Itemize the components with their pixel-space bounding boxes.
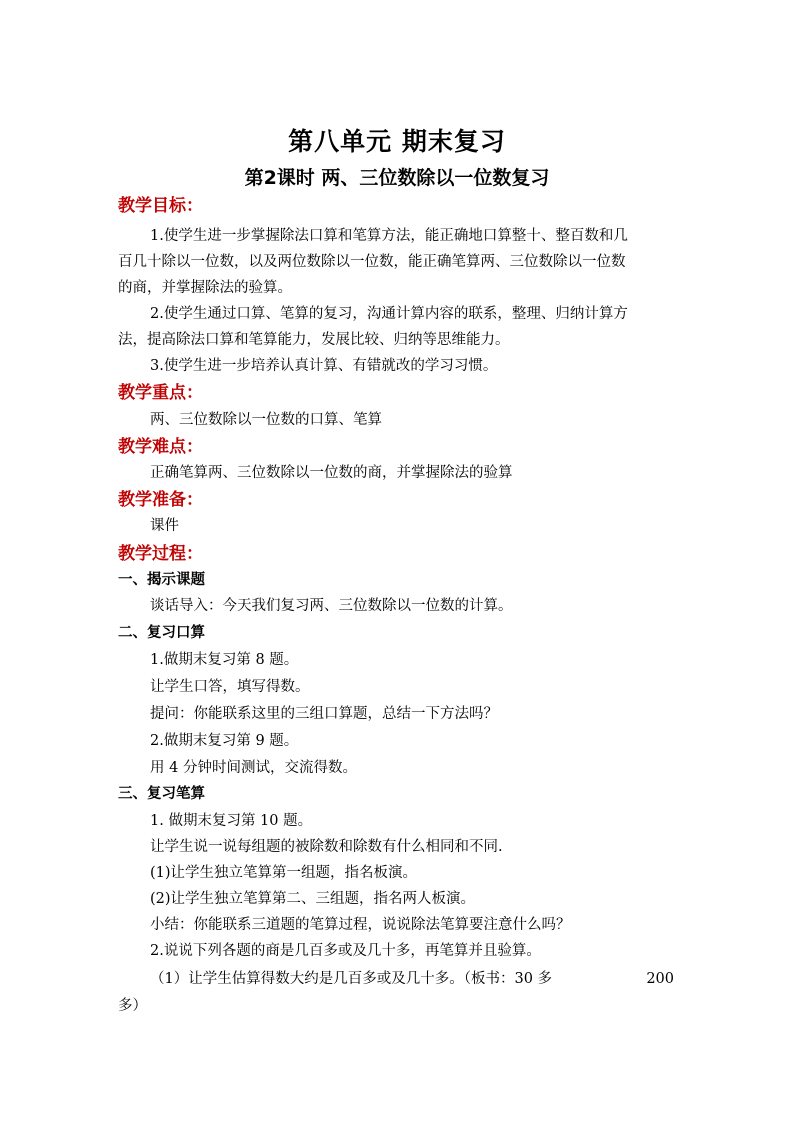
process-part2-line: 让学生口答，填写得数。 — [150, 679, 310, 695]
process-part2-line: 提问：你能联系这里的三组口算题，总结一下方法吗？ — [150, 706, 498, 722]
process-part3-line: 让学生说一说每组题的被除数和除数有什么相同和不同. — [150, 839, 503, 855]
process-part3-line: (2)让学生独立笔算第二、三组题，指名两人板演。 — [150, 891, 476, 907]
process-part3-heading: 三、复习笔算 — [118, 786, 205, 802]
process-part3-tail: 多） — [118, 998, 147, 1014]
objectives-line: 3.使学生进一步培养认真计算、有错就改的学习习惯。 — [150, 358, 498, 374]
preparation-heading: 教学准备： — [118, 490, 203, 510]
process-part3-line: 1. 做期末复习第 10 题。 — [150, 813, 313, 829]
process-part3-line: 小结：你能联系三道题的笔算过程，说说除法笔算要注意什么吗？ — [150, 917, 571, 933]
process-part2-line: 用 4 分钟时间测试，交流得数。 — [150, 760, 357, 776]
process-part1-line: 谈话导入：今天我们复习两、三位数除以一位数的计算。 — [150, 598, 513, 614]
difficulties-text: 正确笔算两、三位数除以一位数的商，并掌握除法的验算 — [150, 465, 513, 481]
process-part2-heading: 二、复习口算 — [118, 625, 205, 641]
objectives-line: 百几十除以一位数，以及两位数除以一位数，能正确笔算两、三位数除以一位数 — [118, 254, 626, 270]
difficulties-heading: 教学难点： — [118, 437, 203, 457]
process-part3-line: 2.说说下列各题的商是几百多或及几十多，再笔算并且验算。 — [150, 943, 541, 959]
process-part2-line: 2.做期末复习第 9 题。 — [150, 733, 299, 749]
page-title: 第八单元 期末复习 — [288, 127, 506, 156]
key-points-text: 两、三位数除以一位数的口算、笔算 — [150, 412, 382, 428]
preparation-text: 课件 — [150, 518, 179, 534]
process-part3-line: (1)让学生独立笔算第一组题，指名板演。 — [150, 865, 418, 881]
process-heading: 教学过程： — [118, 544, 203, 564]
objectives-line: 法，提高除法口算和笔算能力，发展比较、归纳等思维能力。 — [118, 332, 510, 348]
page-subtitle: 第2课时 两、三位数除以一位数复习 — [244, 167, 550, 189]
process-part3-line: （1）让学生估算得数大约是几百多或及几十多。（板书：30 多 — [150, 971, 553, 987]
objectives-heading: 教学目标： — [118, 196, 203, 216]
objectives-line: 的商，并掌握除法的验算。 — [118, 280, 292, 296]
objectives-line: 2.使学生通过口算、笔算的复习，沟通计算内容的联系，整理、归纳计算方 — [150, 306, 628, 322]
process-part1-heading: 一、揭示课题 — [118, 572, 205, 588]
process-part2-line: 1.做期末复习第 8 题。 — [150, 652, 299, 668]
key-points-heading: 教学重点： — [118, 383, 203, 403]
objectives-line: 1.使学生进一步掌握除法口算和笔算方法，能正确地口算整十、整百数和几 — [150, 228, 628, 244]
process-part3-right-number: 200 — [646, 971, 674, 987]
